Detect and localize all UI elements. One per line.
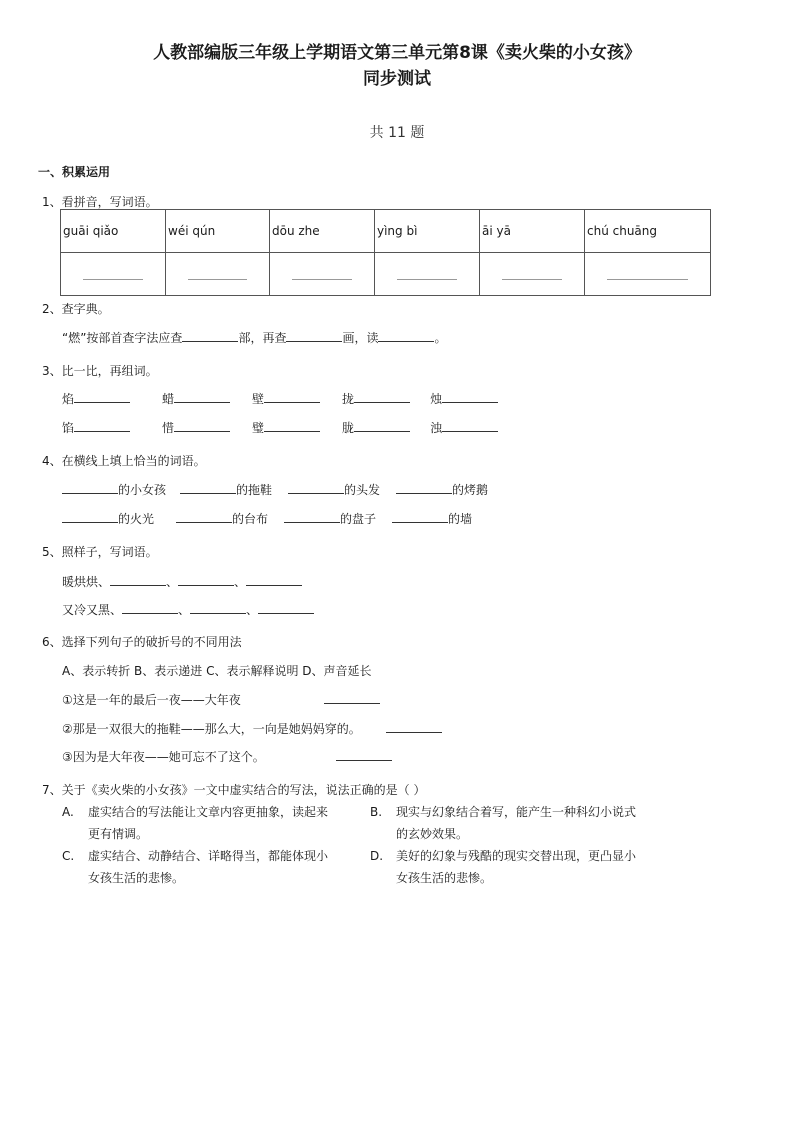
question-5-stem: 5、照样子，写词语。: [42, 545, 158, 559]
fill-row: [62, 481, 488, 498]
page-title: 人教部编版三年级上学期语文第三单元第8课《卖火柴的小女孩》: [153, 43, 641, 63]
answer-blank[interactable]: [375, 253, 479, 295]
pinyin-cell: āi yā: [482, 224, 511, 238]
answer-blank[interactable]: [190, 601, 246, 614]
fill-word: 的拖鞋: [236, 483, 273, 497]
separator: 、: [234, 575, 247, 589]
dash-options: A、表示转折 B、表示递进 C、表示解释说明 D、声音延长: [62, 664, 372, 678]
character: 蜡: [162, 392, 175, 406]
fill-word: 的头发: [344, 483, 381, 497]
answer-blank[interactable]: [178, 573, 234, 586]
answer-blank[interactable]: [176, 510, 232, 523]
option-d-text: [396, 845, 636, 889]
answer-blank[interactable]: [264, 419, 320, 432]
sentence-1: ①这是一年的最后一夜——大年夜: [62, 693, 241, 707]
answer-blank[interactable]: [392, 510, 448, 523]
example-word: 又冷又黑、: [62, 603, 123, 617]
sentence-2: ②那是一双很大的拖鞋——那么大，一向是她妈妈穿的。: [62, 722, 361, 736]
answer-blank[interactable]: [354, 419, 410, 432]
answer-blank[interactable]: [286, 329, 342, 342]
character: 焰: [62, 392, 75, 406]
option-letter: A.: [62, 805, 74, 819]
text-segment: “燃”按部首查字法应查: [62, 331, 183, 345]
option-line: 的玄妙效果。: [396, 827, 469, 841]
pinyin-table: [60, 209, 711, 296]
question-6-stem: 6、选择下列句子的破折号的不同用法: [42, 635, 242, 649]
separator: 、: [166, 575, 179, 589]
example-word: 暖烘烘、: [62, 575, 111, 589]
answer-blank[interactable]: [110, 573, 166, 586]
option-c-text: [88, 845, 328, 889]
pinyin-cell: wéi qún: [168, 224, 216, 238]
answer-blank[interactable]: [270, 253, 374, 295]
option-line: 现实与幻象结合着写，能产生一种科幻小说式: [396, 805, 637, 819]
text-segment: 画，读: [342, 331, 379, 345]
question-2-line: [62, 329, 446, 346]
question-4-stem: 4、在横线上填上恰当的词语。: [42, 454, 206, 468]
fill-word: 的盘子: [340, 512, 377, 526]
answer-blank[interactable]: [396, 481, 452, 494]
option-d[interactable]: [370, 845, 383, 867]
answer-blank[interactable]: [585, 253, 710, 295]
character: 馅: [62, 421, 75, 435]
answer-blank[interactable]: [442, 419, 498, 432]
answer-blank[interactable]: [324, 691, 380, 704]
fill-word: 的墙: [448, 512, 473, 526]
option-line: 美好的幻象与残酷的现实交替出现，更凸显小: [396, 849, 637, 863]
answer-blank[interactable]: [378, 329, 434, 342]
answer-blank[interactable]: [174, 419, 230, 432]
compare-row: [62, 390, 498, 407]
page-subtitle: 同步测试: [363, 69, 431, 89]
text-segment: 。: [434, 331, 447, 345]
answer-blank[interactable]: [166, 253, 269, 295]
character: 壁: [252, 392, 265, 406]
answer-blank[interactable]: [62, 481, 118, 494]
answer-blank[interactable]: [174, 390, 230, 403]
separator: 、: [246, 603, 259, 617]
fill-word: 的小女孩: [118, 483, 167, 497]
option-letter: B.: [370, 805, 383, 819]
answer-blank[interactable]: [288, 481, 344, 494]
question-1-stem: 1、看拼音，写词语。: [42, 195, 158, 209]
answer-blank[interactable]: [74, 419, 130, 432]
answer-blank[interactable]: [284, 510, 340, 523]
text-segment: 部，再查: [238, 331, 287, 345]
question-count: 共 11 题: [369, 125, 425, 141]
option-a-text: [88, 801, 328, 845]
answer-blank[interactable]: [246, 573, 302, 586]
example-row: [62, 573, 302, 590]
answer-blank[interactable]: [182, 329, 238, 342]
option-line: 女孩生活的悲惨。: [396, 871, 493, 885]
fill-row: [62, 510, 472, 527]
pinyin-cell: guāi qiǎo: [63, 224, 119, 238]
fill-word: 的火光: [118, 512, 155, 526]
character: 惜: [162, 421, 175, 435]
answer-blank[interactable]: [180, 481, 236, 494]
option-line: 女孩生活的悲惨。: [88, 871, 185, 885]
option-line: 更有情调。: [88, 827, 149, 841]
answer-blank[interactable]: [442, 390, 498, 403]
character: 浊: [430, 421, 443, 435]
option-c[interactable]: [62, 845, 74, 867]
character: 拢: [342, 392, 355, 406]
answer-blank[interactable]: [61, 253, 165, 295]
character: 胧: [342, 421, 355, 435]
answer-blank[interactable]: [480, 253, 584, 295]
fill-word: 的烤鹅: [452, 483, 489, 497]
compare-row: [62, 419, 498, 436]
question-7-stem: 7、关于《卖火柴的小女孩》一文中虚实结合的写法，说法正确的是（ ）: [42, 783, 426, 797]
option-b[interactable]: [370, 801, 382, 823]
answer-blank[interactable]: [74, 390, 130, 403]
option-letter: D.: [370, 849, 384, 863]
answer-blank[interactable]: [264, 390, 320, 403]
option-line: 虚实结合、动静结合、详略得当，都能体现小: [88, 849, 329, 863]
character: 烛: [430, 392, 443, 406]
pinyin-cell: yìng bì: [377, 224, 418, 238]
section-heading: 一、积累运用: [38, 165, 111, 179]
answer-blank[interactable]: [122, 601, 178, 614]
option-b-text: [396, 801, 636, 845]
answer-blank[interactable]: [336, 748, 392, 761]
option-a[interactable]: [62, 801, 74, 823]
pinyin-cell: dōu zhe: [272, 224, 320, 238]
question-3-stem: 3、比一比，再组词。: [42, 364, 158, 378]
question-2-stem: 2、查字典。: [42, 302, 110, 316]
separator: 、: [178, 603, 191, 617]
answer-blank[interactable]: [354, 390, 410, 403]
answer-blank[interactable]: [62, 510, 118, 523]
answer-blank[interactable]: [258, 601, 314, 614]
sentence-3: ③因为是大年夜——她可忘不了这个。: [62, 750, 265, 764]
option-line: 虚实结合的写法能让文章内容更抽象，读起来: [88, 805, 329, 819]
answer-blank[interactable]: [386, 720, 442, 733]
character: 璧: [252, 421, 265, 435]
example-row: [62, 601, 314, 618]
pinyin-cell: chú chuāng: [587, 224, 658, 238]
fill-word: 的台布: [232, 512, 269, 526]
option-letter: C.: [62, 849, 75, 863]
